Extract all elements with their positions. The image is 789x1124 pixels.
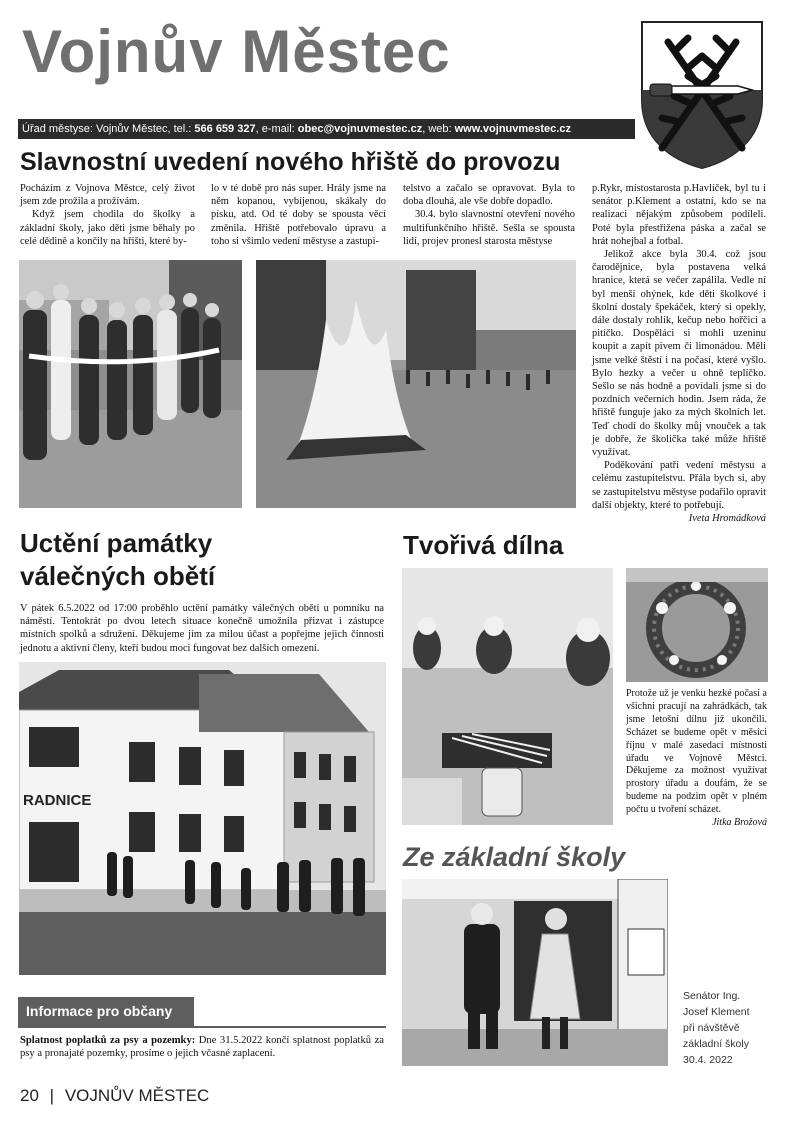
- paragraph: p.Rykr, místostarosta p.Havlíček, byl tu i senátor p.Klement a ostatní, kdo se na realizaci nějakým způsobem podíleli. Poté byla přestřižena páska a začal se hrát nohejbal a fotbal.: [592, 183, 766, 247]
- article1-column-3: [403, 182, 575, 248]
- photo-craft-workshop: [402, 568, 613, 825]
- caption-line: Josef Klement: [683, 1006, 750, 1018]
- article-headline-playground: Slavnostní uvedení nového hřiště do provozu: [20, 148, 561, 176]
- phone-number[interactable]: 566 659 327: [194, 123, 256, 135]
- caption-line: při návštěvě: [683, 1022, 740, 1034]
- footer-separator: |: [49, 1086, 55, 1105]
- caption-line: základní školy: [683, 1038, 749, 1050]
- info-section-heading: Informace pro občany: [18, 997, 194, 1026]
- paragraph: Když jsem chodila do školky a základní školy, jako děti jsme běhaly po celé dědině a končily na hřišti, které by-: [20, 209, 195, 247]
- town-hall-sign: RADNICE: [23, 792, 92, 809]
- coat-of-arms-icon: [640, 20, 764, 170]
- author-signature: Jitka Brožová: [712, 817, 767, 829]
- article-headline-workshop: Tvořivá dílna: [403, 530, 564, 560]
- page-number: 20: [20, 1086, 39, 1105]
- paragraph: Pocházím z Vojnova Městce, celý život jsem zde prožila a prožívám.: [20, 183, 195, 208]
- info-divider: [18, 1026, 386, 1028]
- paragraph: Jelikož akce byla 30.4. což jsou čarodějnice, byla postavena velká hranice, která se večer zapálila. Vedle ní byl menší ohýnek, kde děti školkové i školní dostaly špekáček, který si opekly, dále dostaly rohlík, kečup nebo hořčici a pitíčko. Dospěláci si mohli uzeninu koupit a zapít pivem či limonádou. Měli jsme velké štěstí i na počasí, které vyšlo. Bylo hezky a večer u ohně teplíčko. Sešlo se nás hodně a povídali jsme si do pozdních večerních hodin. Jsem ráda, že hřiště funguje jako za mých školních let. Teď chodí do školky můj vnouček a tak je dobře, že školička také může hřiště využívat.: [592, 249, 766, 459]
- article-headline-school: Ze základní školy: [403, 842, 626, 872]
- caption-line: Senátor Ing.: [683, 990, 741, 1002]
- info-bold-lead: Splatnost poplatků za psy a pozemky:: [20, 1035, 196, 1046]
- email-link[interactable]: obec@vojnuvmestec.cz: [297, 123, 423, 135]
- article1-column-2: [211, 182, 386, 248]
- article2-body: [20, 602, 384, 655]
- paragraph: Poděkování patří vedení městysu a celému zastupitelstvu. Přála bych si, aby se zastupitelstvu městyse podařilo opravit další objekty, které to potřebují.: [592, 460, 766, 511]
- article3-body: [626, 688, 767, 830]
- photo-bonfire: [256, 260, 576, 508]
- paragraph: lo v té době pro nás super. Hrály jsme na něm kopanou, vybíjenou, skákaly do písku, atd. Od té doby se spousta věcí změnila. Hřiště potřebovalo úpravu a toho si všimlo vedení městyse a zastupi-: [211, 183, 386, 247]
- paragraph: [20, 1034, 384, 1060]
- author-signature: Iveta Hromádková: [688, 513, 766, 525]
- photo-school-visit: [402, 879, 668, 1066]
- web-link[interactable]: www.vojnuvmestec.cz: [454, 123, 571, 135]
- footer-title: VOJNŮV MĚSTEC: [64, 1086, 210, 1105]
- email-label: , e-mail:: [255, 123, 298, 135]
- article-headline-memorial: [20, 527, 215, 593]
- masthead-title: Vojnův Městec: [22, 18, 451, 85]
- contact-bar: [18, 119, 635, 139]
- photo-town-hall: [19, 662, 386, 975]
- web-label: , web:: [422, 123, 455, 135]
- paragraph: telstvo a začalo se opravovat. Byla to doba dlouhá, ale vše dobře dopadlo.: [403, 183, 575, 208]
- article1-column-1: [20, 182, 195, 248]
- school-photo-caption: [683, 988, 769, 1068]
- page-footer: [20, 1086, 209, 1106]
- photo-ribbon-cutting: [19, 260, 242, 508]
- info-body: [20, 1034, 384, 1060]
- headline-line: válečných obětí: [20, 561, 216, 591]
- caption-line: 30.4. 2022: [683, 1054, 733, 1066]
- headline-line: Uctění památky: [20, 528, 213, 558]
- office-label: Úřad městyse: Vojnův Městec, tel.:: [22, 123, 195, 135]
- paragraph: V pátek 6.5.2022 od 17:00 proběhlo uctění památky válečných obětí u pomníku na náměstí. Tentokrát po dvou letech situace konečně umožnila přizvat i zástupce místních spolků a sdružení. Děkujeme jim za milou účast a popřejme jejich činnosti jednotu a aktivní členy, kteří budou moci fungovat bez dalších omezení.: [20, 603, 384, 654]
- photo-spring-wreath: [626, 568, 768, 682]
- article1-column-4: [592, 182, 766, 525]
- paragraph: Protože už je venku hezké počasí a všichni pracují na zahrádkách, tak jsme letošní dílnu již ukončili. Scházet se budeme opět v měsíci říjnu v malé zasedací místnosti úřadu ve Vojnově Městci. Děkujeme za možnost využívat prostory úřadu a doufám, že se budeme na podzim opět v plném počtu u tvoření scházet.: [626, 688, 767, 816]
- info-text: Dne 31.5.2022 končí splatnost poplatků za psy a pronajaté pozemky, prosíme o jejich včasné zaplacení.: [20, 1035, 384, 1060]
- paragraph: 30.4. bylo slavnostní otevření nového multifunkčního hřiště. Sešla se spousta lidí, projev pronesl starosta městyse: [403, 209, 575, 247]
